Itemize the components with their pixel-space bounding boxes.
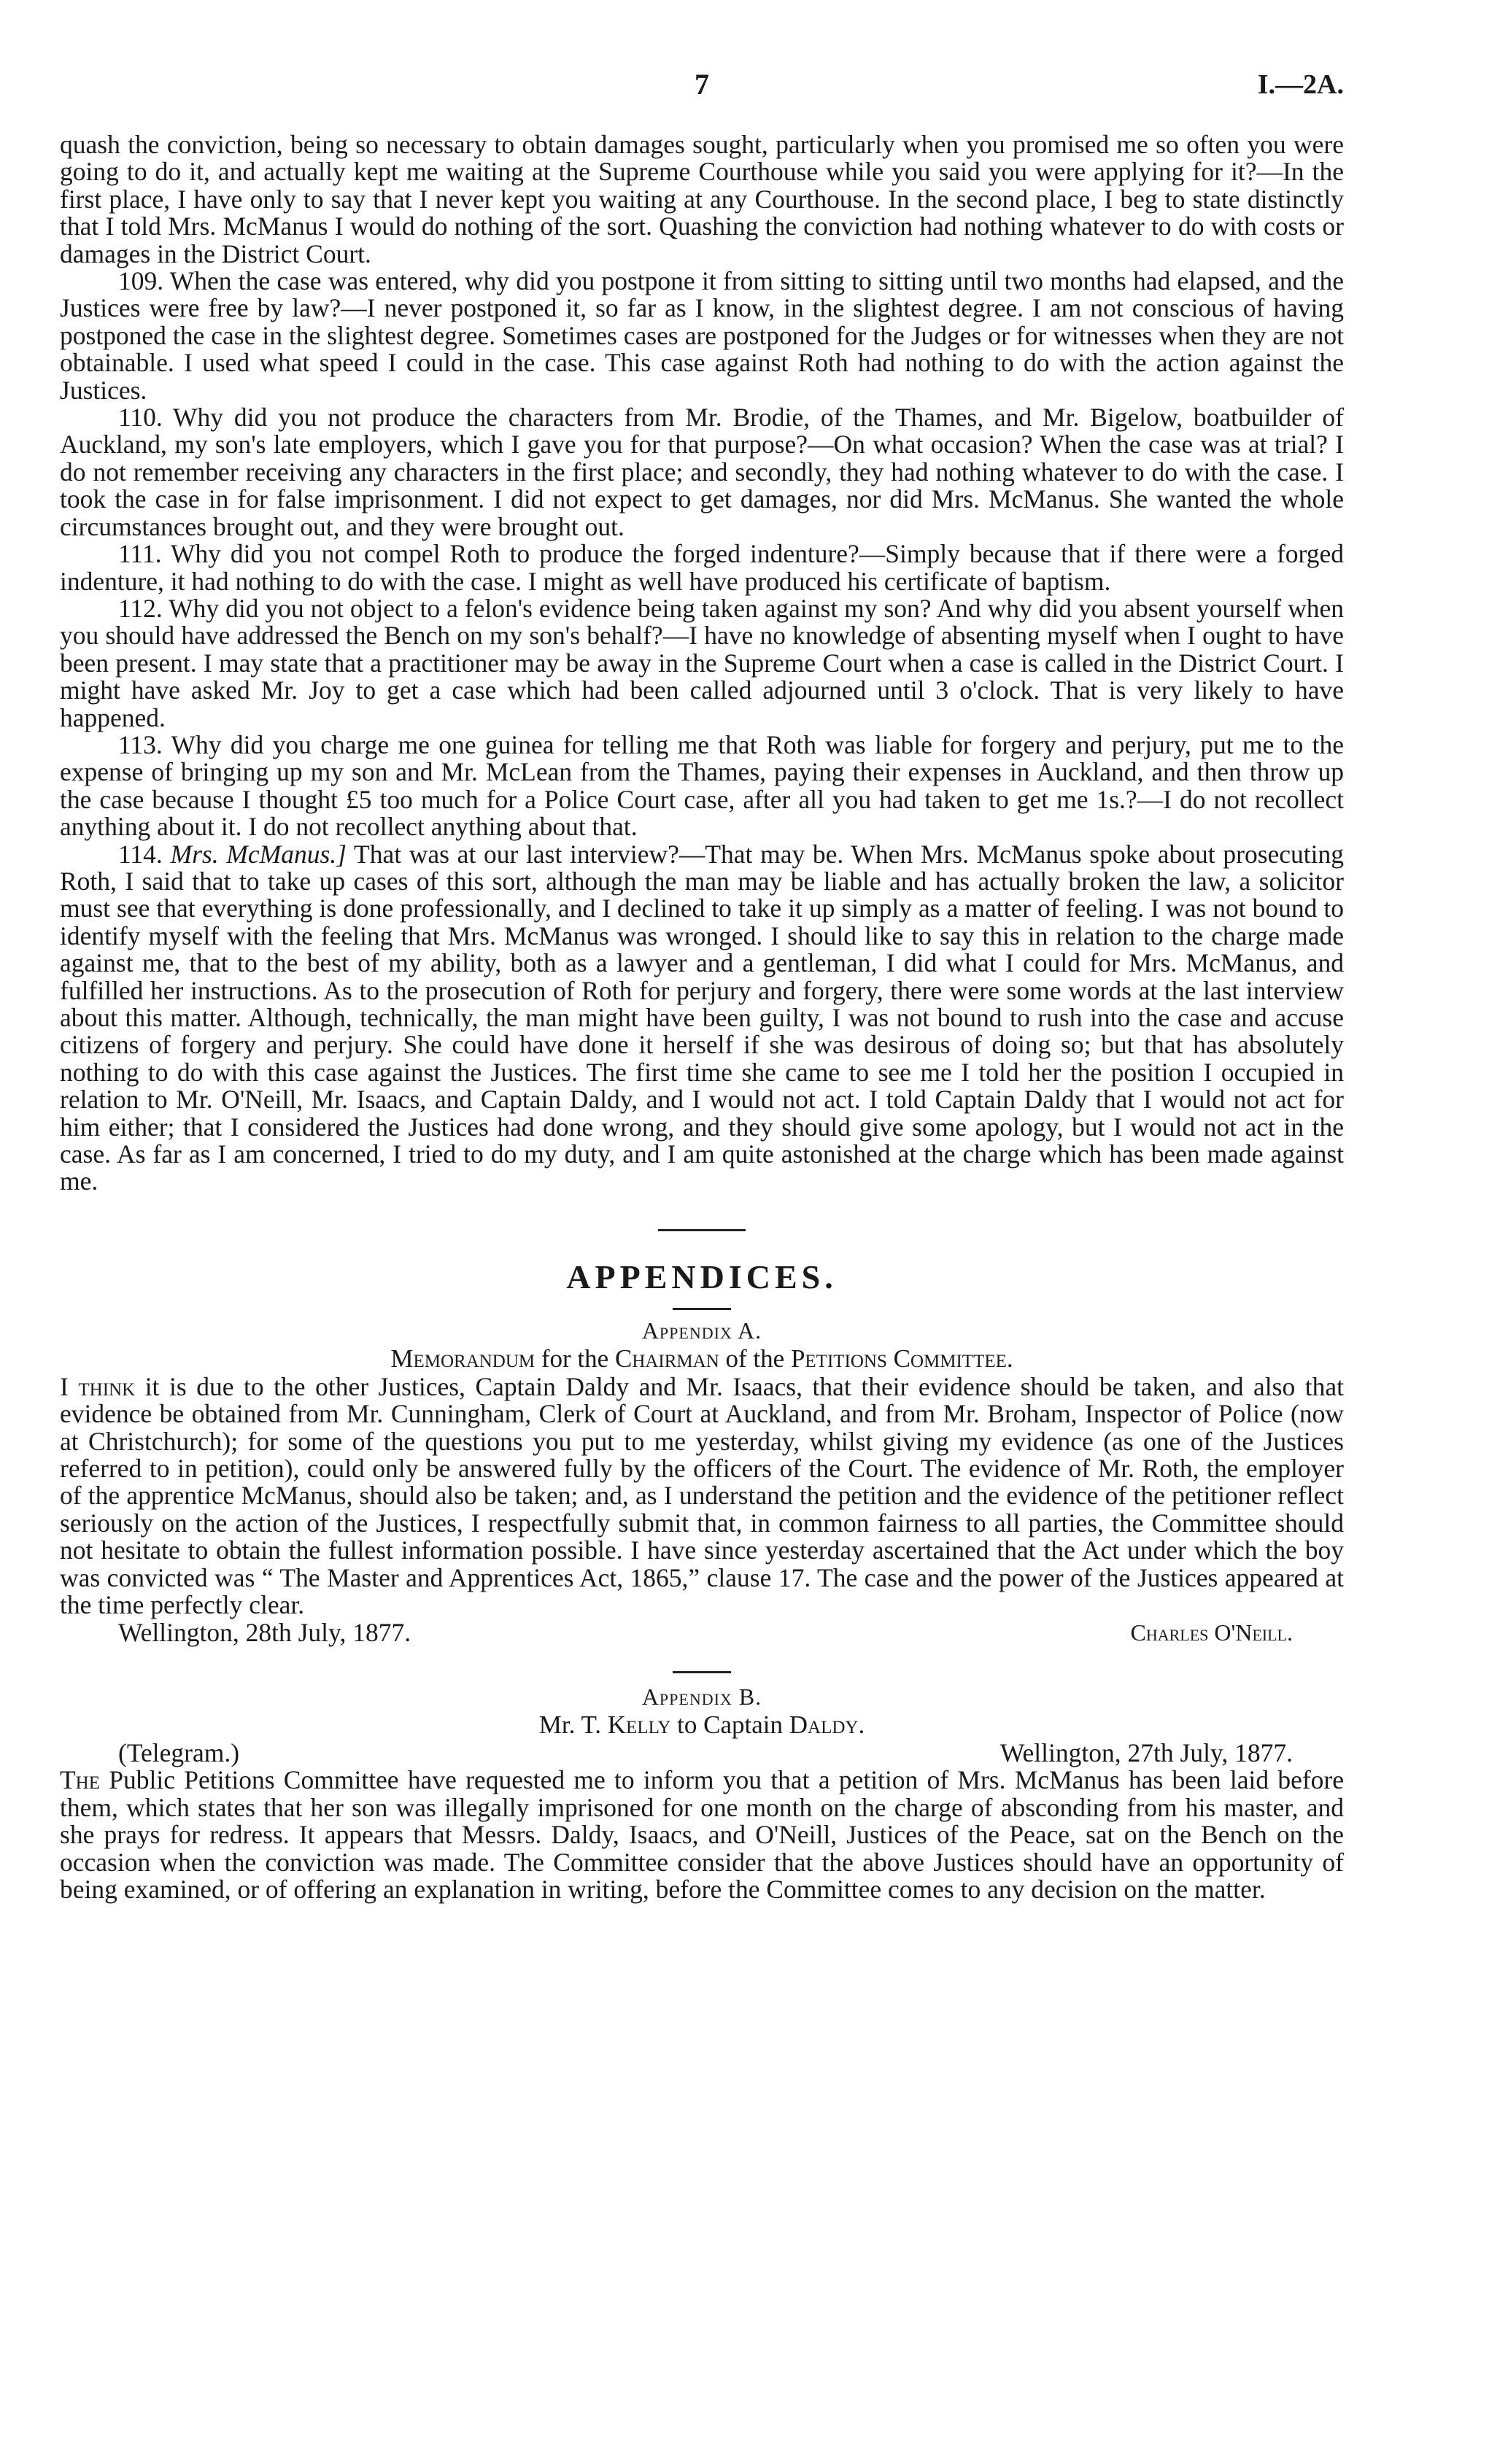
- appendix-a-title: Memorandum for the Chairman of the Petitions Committee.: [390, 1344, 1013, 1373]
- speaker-label: Mrs. McManus.]: [170, 839, 347, 869]
- appendix-b-dateline: [60, 1737, 1344, 1767]
- question-112: 112. Why did you not object to a felon's evidence being taken against my son? And why did you absent yourself when you should have addressed the Bench on my son's behalf?—I have no knowledge of absenting myself when I ought to have been present. I may state that a practitioner may be away in the Supreme Court when a case is called in the District Court. I might have asked Mr. Joy to get a case which had been called adjourned until 3 o'clock. That is very likely to have happened.: [60, 593, 1344, 732]
- appendix-a-label: Appendix A.: [641, 1317, 762, 1344]
- continued-paragraph: quash the conviction, being so necessary to obtain damages sought, particularly when you promised me so often you were going to do it, and actually kept me waiting at the Supreme Courthouse while you said you were applying for it?—In the first place, I have only to say that I never kept you waiting at any Courthouse. In the second place, I beg to state distinctly that I told Mrs. McManus I would do nothing of the sort. Quashing the conviction had nothing whatever to do with costs or damages in the District Court.: [60, 130, 1344, 268]
- document-reference: I.—2A.: [1257, 69, 1344, 100]
- appendix-b-title: Mr. T. Kelly to Captain Daldy.: [538, 1710, 865, 1739]
- appendix-a-body: I think it is due to the other Justices, Captain Daldy and Mr. Isaacs, that their evidence should be taken, and also that evidence be obtained from Mr. Cunningham, Clerk of Court at Auckland, and from Mr. Broham, Inspector of Police (now at Christchurch); for some of the questions you put to me yesterday, whilst giving my evidence (as one of the Justices referred to in petition), could only be answered fully by the officers of the Court. The evidence of Mr. Roth, the employer of the apprentice McManus, should also be taken; and, as I understand the petition and the evidence of the petitioner reflect seriously on the action of the Justices, I respectfully submit that, in common fairness to all parties, the Committee should not hesitate to obtain the fullest information possible. I have since yesterday ascertained that the Act under which the boy was convicted was “ The Master and Apprentices Act, 1865,” clause 17. The case and the power of the Justices appeared at the time perfectly clear.: [60, 1371, 1344, 1620]
- signature: Charles O'Neill.: [1130, 1619, 1293, 1646]
- place-date: Wellington, 28th July, 1877.: [118, 1617, 411, 1647]
- question-110: 110. Why did you not produce the characters from Mr. Brodie, of the Thames, and Mr. Bigelow, boatbuilder of Auckland, my son's late employers, which I gave you for that purpose?—On what occasion? When the case was at trial? I do not remember receiving any characters in the first place; and secondly, they had nothing whatever to do with the case. I took the case in for false imprisonment. I did not expect to get damages, nor did Mrs. McManus. She wanted the whole circumstances brought out, and they were brought out.: [60, 403, 1344, 541]
- appendix-b-label: Appendix B.: [641, 1683, 762, 1710]
- question-number: 114.: [118, 839, 163, 869]
- page-header: [60, 67, 1344, 111]
- telegram-label: (Telegram.): [118, 1737, 240, 1767]
- telegram-date: Wellington, 27th July, 1877.: [999, 1737, 1293, 1767]
- question-114: [60, 841, 1344, 1196]
- question-109: 109. When the case was entered, why did you postpone it from sitting to sitting until two months had elapsed, and the Justices were free by law?—I never postponed it, so far as I know, in the slightest degree. I am not conscious of having postponed the case in the slightest degree. Sometimes cases are postponed for the Judges or for witnesses when they are not obtainable. I used what speed I could in the case. This case against Roth had nothing to do with the action against the Justices.: [60, 266, 1344, 405]
- appendices-heading: APPENDICES.: [566, 1258, 838, 1295]
- appendix-a-signoff: [60, 1619, 1344, 1646]
- question-111: 111. Why did you not compel Roth to produce the forged indenture?—Simply because that if there were a forged indenture, it had nothing to do with the case. I might as well have produced his certificate of baptism.: [60, 539, 1344, 596]
- page-number: 7: [695, 68, 709, 101]
- question-113: 113. Why did you charge me one guinea for telling me that Roth was liable for forgery and perjury, put me to the expense of bringing up my son and Mr. McLean from the Thames, paying their expenses in Auckland, and then throw up the case because I thought £5 too much for a Police Court case, after all you had taken to get me 1s.?—I do not recollect anything about it. I do not recollect anything about that.: [60, 729, 1344, 842]
- question-text: That was at our last interview?—That may be. When Mrs. McManus spoke about prosecuting Roth, I said that to take up cases of this sort, although the man may be liable and has actually broken the law, a solicitor must see that everything is done professionally, and I declined to take it up simply as a matter of feeling. I was not bound to identify myself with the feeling that Mrs. McManus was wronged. I should like to say this in relation to the charge made against me, that to the best of my ability, both as a lawyer and a gentleman, I did what I could for Mrs. McManus, and fulfilled her instructions. As to the prosecution of Roth for perjury and forgery, there were some words at the last interview about this matter. Although, technically, the man might have been guilty, I was not bound to rush into the case and accuse citizens of forgery and perjury. She could have done it herself if she was desirous of doing so; but that has absolutely nothing to do with this case against the Justices. The first time she came to see me I told her the position I occupied in relation to Mr. O'Neill, Mr. Isaacs, and Captain Daldy, and I would not act. I told Captain Daldy that I would not act for him either; that I considered the Justices had done wrong, and they should give some apology, but I would not act in the case. As far as I am concerned, I tried to do my duty, and I am quite astonished at the charge which has been made against me.: [60, 839, 1344, 1196]
- document-body: [60, 131, 1344, 1903]
- appendix-b-body: The Public Petitions Committee have requested me to inform you that a petition of Mrs. McManus has been laid before them, which states that her son was illegally imprisoned for one month on the charge of absconding from his master, and she prays for redress. It appears that Messrs. Daldy, Isaacs, and O'Neill, Justices of the Peace, sat on the Bench on the occasion when the conviction was made. The Committee consider that the above Justices should have an opportunity of being examined, or of offering an explanation in writing, before the Committee comes to any decision on the matter.: [60, 1765, 1344, 1904]
